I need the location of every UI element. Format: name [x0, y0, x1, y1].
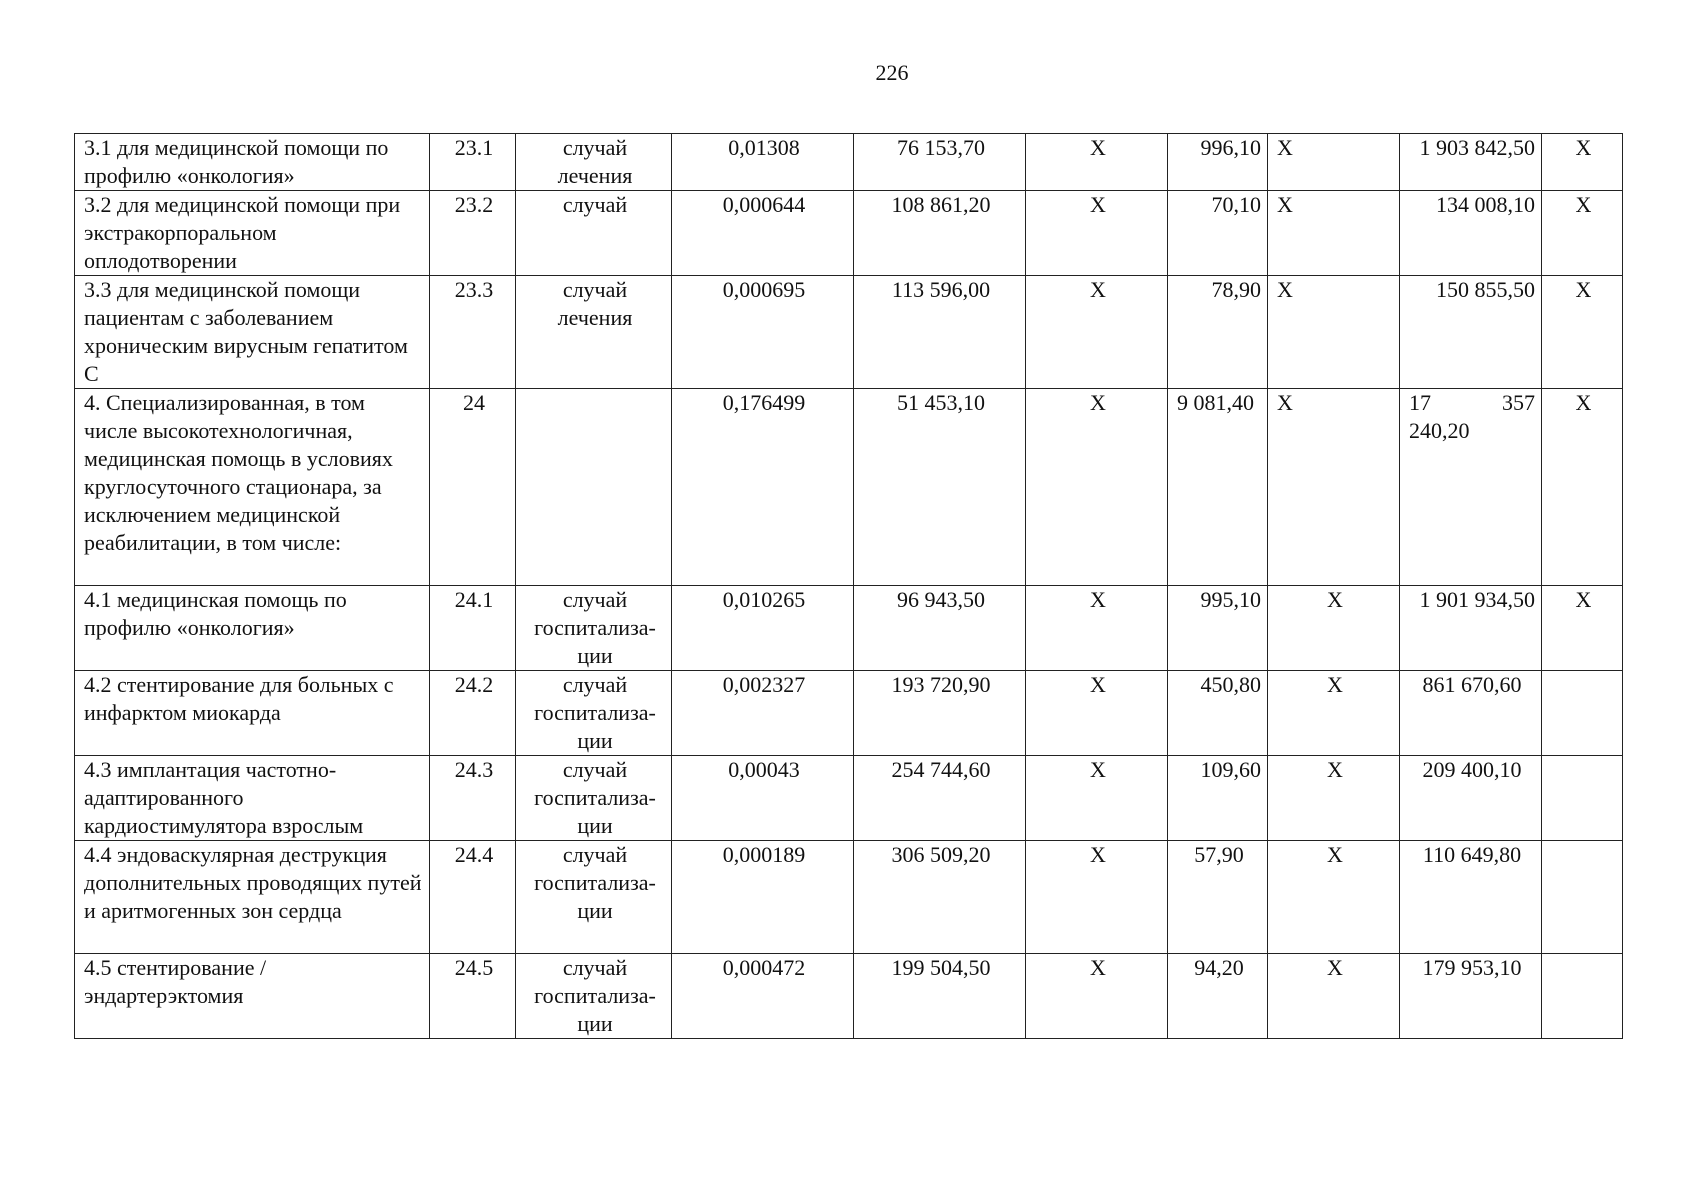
row-cost: 113 596,00 [854, 276, 1026, 389]
row-code: 24.3 [430, 756, 516, 841]
row-col7: 78,90 [1168, 276, 1268, 389]
row-name: 3.3 для медицинской помощи пациентам с заболеванием хроническим вирусным гепатитом С [75, 276, 430, 389]
row-col7: 70,10 [1168, 191, 1268, 276]
row-code: 23.2 [430, 191, 516, 276]
row-cost: 108 861,20 [854, 191, 1026, 276]
row-col9: 209 400,10 [1400, 756, 1542, 841]
row-col7: 996,10 [1168, 134, 1268, 191]
row-unit: случай [516, 191, 672, 276]
row-col9: 150 855,50 [1400, 276, 1542, 389]
table-row [75, 671, 1623, 756]
row-cost: 306 509,20 [854, 841, 1026, 954]
row-unit: случай лечения [516, 134, 672, 191]
row-name: 4.2 стентирование для больных с инфарктом миокарда [75, 671, 430, 756]
row-col6: X [1026, 389, 1168, 586]
row-col9: 861 670,60 [1400, 671, 1542, 756]
row-col9: 110 649,80 [1400, 841, 1542, 954]
row-name: 3.2 для медицинской помощи при экстракорпоральном оплодотворении [75, 191, 430, 276]
row-col8: X [1268, 389, 1400, 586]
row-col10 [1542, 671, 1623, 756]
row-norm: 0,000189 [672, 841, 854, 954]
row-col6: X [1026, 134, 1168, 191]
row-col10 [1542, 756, 1623, 841]
row-col6: X [1026, 841, 1168, 954]
row-col10: X [1542, 586, 1623, 671]
row-unit: случай лечения [516, 276, 672, 389]
row-cost: 96 943,50 [854, 586, 1026, 671]
row-code: 24 [430, 389, 516, 586]
table-row [75, 954, 1623, 1039]
row-cost: 254 744,60 [854, 756, 1026, 841]
row-col8: X [1268, 954, 1400, 1039]
table-row [75, 586, 1623, 671]
row-col6: X [1026, 276, 1168, 389]
row-unit: случай госпитализа-ции [516, 954, 672, 1039]
row-col7: 109,60 [1168, 756, 1268, 841]
row-col7: 9 081,40 [1168, 389, 1268, 586]
row-norm: 0,176499 [672, 389, 854, 586]
table-row [75, 134, 1623, 191]
row-col9: 17 357 240,20 [1400, 389, 1542, 586]
row-unit: случай госпитализа-ции [516, 586, 672, 671]
row-col8: X [1268, 841, 1400, 954]
row-col8: X [1268, 756, 1400, 841]
row-norm: 0,01308 [672, 134, 854, 191]
row-cost: 51 453,10 [854, 389, 1026, 586]
row-norm: 0,000695 [672, 276, 854, 389]
row-col9: 134 008,10 [1400, 191, 1542, 276]
row-norm: 0,000472 [672, 954, 854, 1039]
row-col10: X [1542, 389, 1623, 586]
row-col8: X [1268, 671, 1400, 756]
row-col9: 179 953,10 [1400, 954, 1542, 1039]
medical-care-table [74, 133, 1623, 1039]
row-cost: 193 720,90 [854, 671, 1026, 756]
row-norm: 0,002327 [672, 671, 854, 756]
row-col6: X [1026, 191, 1168, 276]
row-col6: X [1026, 586, 1168, 671]
row-col7: 995,10 [1168, 586, 1268, 671]
row-col9: 1 903 842,50 [1400, 134, 1542, 191]
row-name: 4.1 медицинская помощь по профилю «онкология» [75, 586, 430, 671]
row-norm: 0,00043 [672, 756, 854, 841]
table-row [75, 191, 1623, 276]
row-cost: 76 153,70 [854, 134, 1026, 191]
row-name: 4.3 имплантация частотно-адаптированного кардиостимулятора взрослым [75, 756, 430, 841]
row-col10: X [1542, 191, 1623, 276]
row-col6: X [1026, 671, 1168, 756]
row-code: 24.4 [430, 841, 516, 954]
row-cost: 199 504,50 [854, 954, 1026, 1039]
row-col7: 57,90 [1168, 841, 1268, 954]
table-row [75, 756, 1623, 841]
row-col8: X [1268, 276, 1400, 389]
table-row [75, 389, 1623, 586]
row-name: 4.4 эндоваскулярная деструкция дополнительных проводящих путей и аритмогенных зон сердца [75, 841, 430, 954]
row-code: 24.2 [430, 671, 516, 756]
row-col7: 94,20 [1168, 954, 1268, 1039]
table-row [75, 276, 1623, 389]
row-col10 [1542, 841, 1623, 954]
row-col10: X [1542, 276, 1623, 389]
row-col10 [1542, 954, 1623, 1039]
row-norm: 0,010265 [672, 586, 854, 671]
row-code: 24.5 [430, 954, 516, 1039]
row-name: 4. Специализированная, в том числе высокотехнологичная, медицинская помощь в условиях круглосуточного стационара, за исключением медицинской реабилитации, в том числе: [75, 389, 430, 586]
row-col8: X [1268, 586, 1400, 671]
row-unit: случай госпитализа-ции [516, 671, 672, 756]
row-code: 23.1 [430, 134, 516, 191]
row-col8: X [1268, 191, 1400, 276]
row-unit: случай госпитализа-ции [516, 756, 672, 841]
row-col6: X [1026, 954, 1168, 1039]
row-code: 24.1 [430, 586, 516, 671]
table-row [75, 841, 1623, 954]
row-unit: случай госпитализа-ции [516, 841, 672, 954]
row-code: 23.3 [430, 276, 516, 389]
row-norm: 0,000644 [672, 191, 854, 276]
row-name: 3.1 для медицинской помощи по профилю «онкология» [75, 134, 430, 191]
row-col9: 1 901 934,50 [1400, 586, 1542, 671]
row-col6: X [1026, 756, 1168, 841]
row-col10: X [1542, 134, 1623, 191]
row-col7: 450,80 [1168, 671, 1268, 756]
row-col8: X [1268, 134, 1400, 191]
page-number: 226 [875, 60, 909, 85]
row-unit [516, 389, 672, 586]
row-name: 4.5 стентирование / эндартерэктомия [75, 954, 430, 1039]
